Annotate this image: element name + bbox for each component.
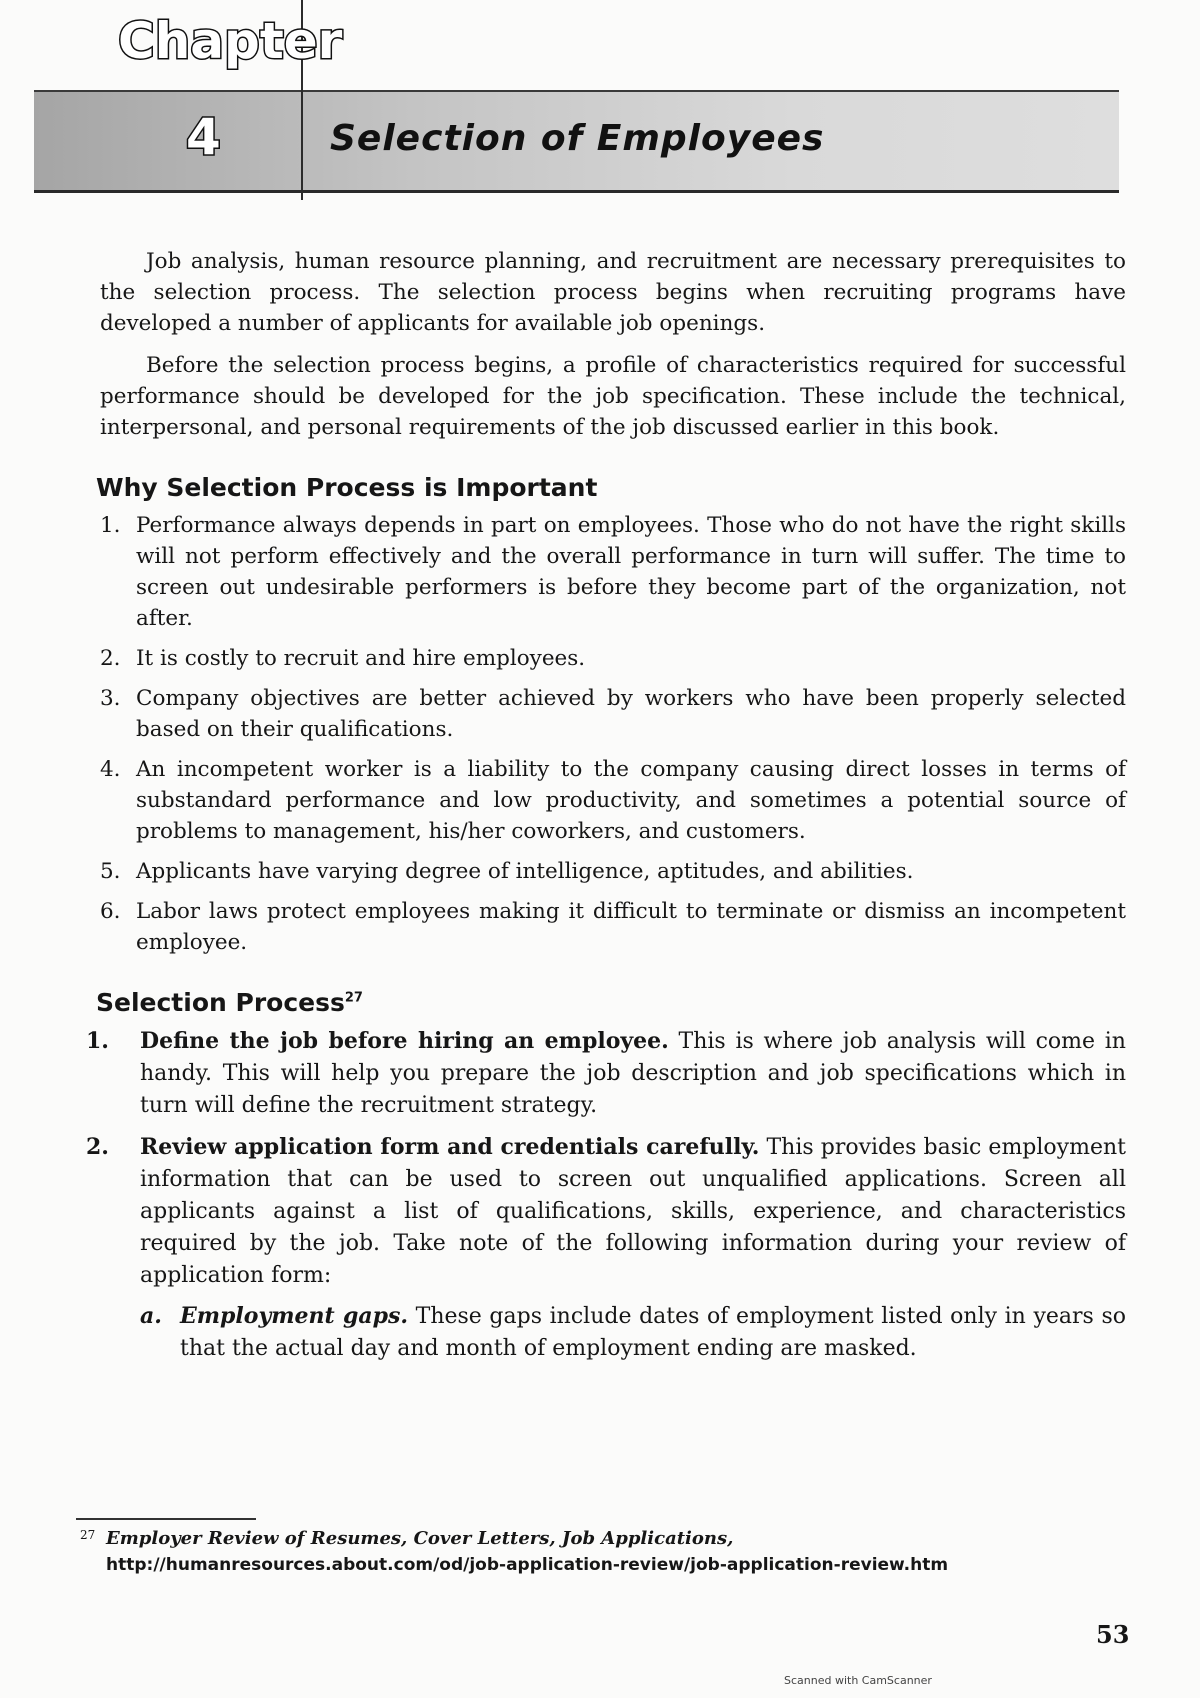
page-content: [86, 246, 1126, 1374]
item-number: 5.: [100, 859, 121, 884]
chapter-label: Chapter: [118, 12, 343, 70]
process-list: [86, 1025, 1126, 1365]
footnote-ref: 27: [344, 990, 363, 1006]
item-text: This provides basic employment information that can be used to screen out unqualified applications. Screen all applicants against a list of qualifications, skills, experience, and characteristics required by the job. Take note of the following information during your review of application form:: [140, 1135, 1126, 1288]
item-text: It is costly to recruit and hire employees.: [136, 646, 586, 671]
item-lead: Define the job before hiring an employee.: [140, 1028, 669, 1054]
process-heading-text: Selection Process: [96, 988, 345, 1017]
item-text: Performance always depends in part on employees. Those who do not have the right skills will not perform effectively and the overall performance in turn will suffer. The time to screen out undesirable performers is before they become part of the organization, not after.: [136, 513, 1126, 631]
item-text: Labor laws protect employees making it difficult to terminate or dismiss an incompetent employee.: [136, 899, 1126, 955]
item-number: 6.: [100, 899, 121, 924]
item-text: Applicants have varying degree of intelligence, aptitudes, and abilities.: [136, 859, 914, 884]
intro-paragraph: Job analysis, human resource planning, and recruitment are necessary prerequisites to the selection process. The selection process begins when recruiting programs have developed a number of applicants for available job openings.: [100, 249, 1126, 336]
item-text: Company objectives are better achieved by workers who have been properly selected based on their qualifications.: [136, 686, 1126, 742]
intro-paragraph: Before the selection process begins, a profile of characteristics required for successful performance should be developed for the job specification. These include the technical, interpersonal, and personal requirements of the job discussed earlier in this book.: [100, 353, 1126, 440]
list-item: [100, 856, 1126, 887]
process-section-heading: [96, 988, 1126, 1017]
list-item: [86, 1025, 1126, 1122]
footnote-text: [80, 1526, 1130, 1578]
page-number: 53: [1096, 1620, 1130, 1649]
item-number: 2.: [86, 1134, 109, 1160]
chapter-number: 4: [186, 108, 221, 166]
footnote-url: http://humanresources.about.com/od/job-application-review/job-application-review.htm: [106, 1555, 949, 1575]
footnote-rule: [76, 1518, 256, 1520]
item-number: 1.: [100, 513, 121, 538]
item-number: 4.: [100, 757, 121, 782]
item-lead: Review application form and credentials carefully.: [140, 1134, 760, 1160]
chapter-title: Selection of Employees: [330, 118, 825, 159]
list-item: [100, 643, 1126, 674]
footnote: [80, 1526, 1130, 1578]
item-text: This is where job analysis will come in handy. This will help you prepare the job description and job specifications which in turn will define the recruitment strategy.: [140, 1029, 1126, 1118]
item-number: 3.: [100, 686, 121, 711]
sub-item-letter: a.: [140, 1303, 162, 1329]
footnote-number: 27: [80, 1528, 96, 1542]
why-section-heading: Why Selection Process is Important: [96, 473, 598, 502]
item-number: 2.: [100, 646, 121, 671]
item-number: 1.: [86, 1028, 109, 1054]
sub-list-item: [140, 1300, 1126, 1365]
list-item: [100, 896, 1126, 958]
sub-item-text: These gaps include dates of employment listed only in years so that the actual day and month of employment ending are masked.: [180, 1304, 1126, 1361]
why-list: [100, 510, 1126, 958]
item-text: An incompetent worker is a liability to the company causing direct losses in terms of substandard performance and low productivity, and sometimes a potential source of problems to management, his/her coworkers, and customers.: [136, 757, 1126, 844]
list-item: [100, 754, 1126, 847]
list-item: [86, 1131, 1126, 1365]
scanner-watermark: Scanned with CamScanner: [784, 1674, 932, 1687]
sub-item-lead: Employment gaps.: [180, 1303, 409, 1329]
footnote-title: Employer Review of Resumes, Cover Letters, Job Applications,: [106, 1528, 734, 1549]
list-item: [100, 510, 1126, 634]
list-item: [100, 683, 1126, 745]
